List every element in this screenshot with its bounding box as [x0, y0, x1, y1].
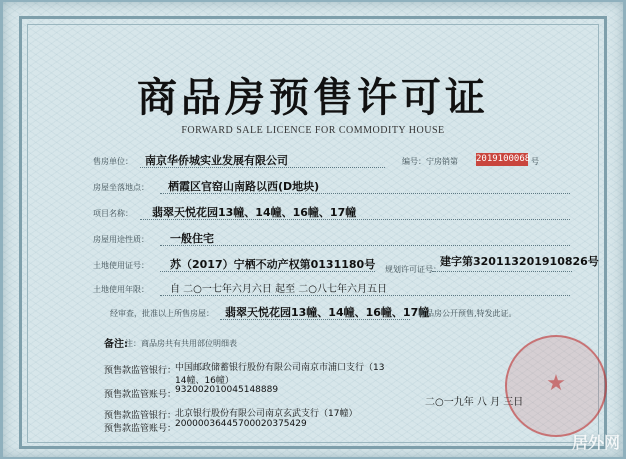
plan-underline: [432, 271, 572, 272]
seller-value: 南京华侨城实业发展有限公司: [145, 154, 288, 167]
notes-label: 备注:: [104, 339, 128, 350]
land-term-label: 土地使用年限：: [93, 285, 149, 294]
land-cert-underline: [160, 271, 375, 272]
bank2-value: 北京银行股份有限公司南京玄武支行（17幢）: [175, 409, 358, 419]
plan-value: 建字第320113201910826号: [440, 255, 599, 268]
seal-star-icon: ★: [546, 371, 566, 396]
project-underline: [140, 219, 570, 220]
seller-underline: [140, 167, 385, 168]
serial-number: 2019100068: [476, 154, 531, 164]
land-cert-label: 土地使用证号：: [93, 261, 149, 270]
account2-label: 预售款监管账号：: [104, 424, 177, 434]
project-value: 翡翠天悦花园13幢、14幢、16幢、17幢: [152, 206, 357, 219]
certificate-title: 商品房预售许可证: [137, 75, 489, 121]
official-seal: [505, 335, 607, 437]
plan-label: 规划许可证号：: [385, 265, 441, 274]
serial-suffix: 号: [531, 157, 539, 166]
watermark: 居外网: [571, 433, 620, 452]
usage-underline: [160, 245, 570, 246]
bank1-label: 预售款监管银行：: [104, 366, 177, 376]
usage-label: 房屋用途性质：: [93, 235, 149, 244]
bank1-cont: 14幢、16幢）: [175, 376, 234, 386]
serial-label: 编号：宁房销第: [402, 157, 458, 166]
account1-value: 932002010045148889: [175, 385, 279, 395]
location-underline: [160, 193, 570, 194]
approved-underline: [220, 319, 410, 320]
shared-area-note: 注：商品房共有共用部位明细表: [125, 339, 237, 348]
land-term-value: 自 二○一七年六月六日 起至 二○八七年六月五日: [170, 284, 387, 295]
usage-value: 一般住宅: [170, 232, 214, 245]
land-cert-value: 苏（2017）宁栖不动产权第0131180号: [170, 258, 376, 271]
approved-note: 商品房公开预售,特发此证。: [418, 309, 517, 318]
project-label: 项目名称：: [93, 209, 133, 218]
location-label: 房屋坐落地点：: [93, 183, 149, 192]
account2-value: 20000036445700020375429: [175, 419, 307, 429]
land-term-underline: [160, 295, 570, 296]
location-value: 栖霞区官窑山南路以西(D地块): [168, 180, 320, 193]
approved-value: 翡翠天悦花园13幢、14幢、16幢、17幢: [225, 306, 430, 319]
approved-label: 经审查，批准以上所售房屋：: [110, 309, 214, 318]
bank2-label: 预售款监管银行：: [104, 411, 177, 421]
bank1-value: 中国邮政储蓄银行股份有限公司南京市浦口支行（13: [175, 363, 385, 373]
issue-date: 二○一九年 八 月 三日: [425, 397, 524, 408]
account1-label: 预售款监管账号：: [104, 390, 177, 400]
seller-label: 售房单位：: [93, 157, 133, 166]
certificate-subtitle: FORWARD SALE LICENCE FOR COMMODITY HOUSE: [181, 125, 445, 136]
